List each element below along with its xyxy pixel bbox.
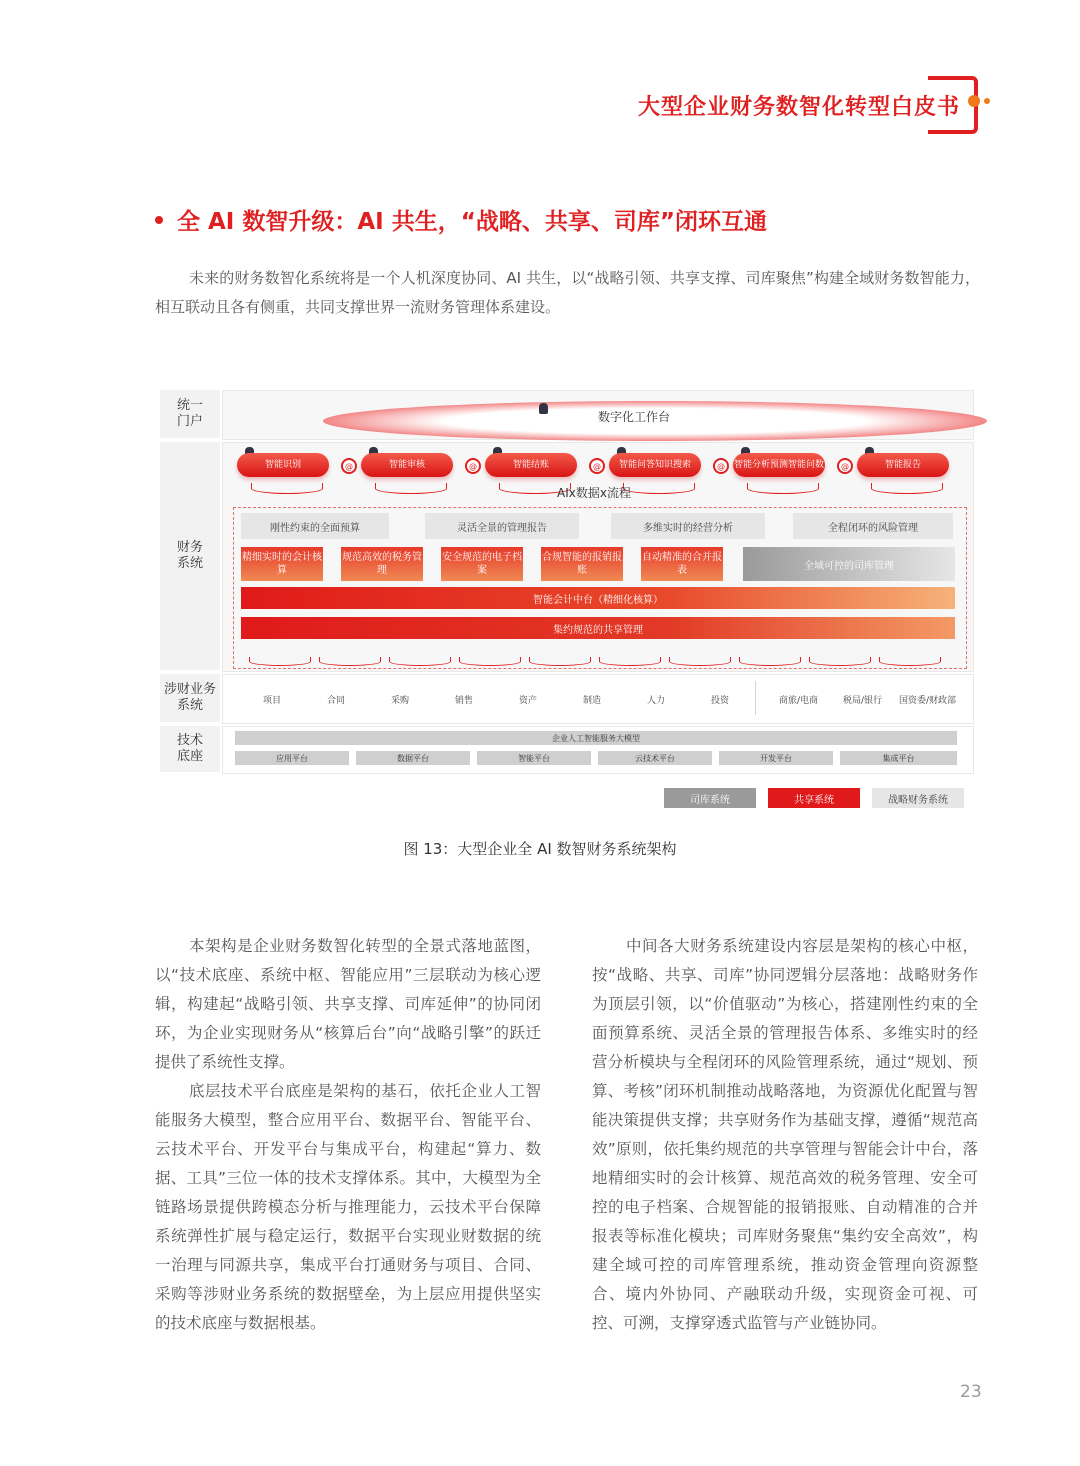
strategy-module: 刚性约束的全面预算 [241,513,389,539]
divider [755,681,756,715]
ai-model-bar: 企业人工智能服务大模型 [235,731,957,745]
tech-platform: 集成平台 [840,751,957,765]
at-icon: @ [837,458,853,474]
robot-icon [539,403,548,414]
agent-pill: 智能审核 [361,453,453,477]
page-number: 23 [960,1382,982,1402]
connector-arc [739,657,801,666]
connector-arc [879,657,941,666]
at-icon: @ [465,458,481,474]
middle-platform-bar: 智能会计中台（精细化核算） [241,587,955,609]
agent-pill: 智能问答知识搜索 [609,453,701,477]
figure-caption: 图 13：大型企业全 AI 数智财务系统架构 [403,840,677,858]
strategy-module: 多维实时的经营分析 [611,513,765,539]
row-label-portal: 统一门户 [160,390,220,438]
legend-shared: 共享系统 [768,788,860,808]
legend-strategy: 战略财务系统 [872,788,964,808]
right-column [592,932,978,1338]
agent-pill: 智能识别 [237,453,329,477]
business-item: 资产 [519,696,538,706]
portal-panel [222,390,974,440]
orange-dot-decoration [968,95,980,107]
shared-module: 安全规范的电子档案 [441,547,523,581]
tech-platform: 智能平台 [477,751,591,765]
connector-arc [871,483,943,494]
business-item: 销售 [455,696,474,706]
connector-arc [809,657,871,666]
row-label-business: 涉财业务系统 [160,674,220,722]
business-panel [222,674,974,724]
architecture-diagram [160,388,974,806]
paragraph: 本架构是企业财务数智化转型的全景式落地蓝图，以“技术底座、系统中枢、智能应用”三层联动为核心逻辑，构建起“战略引领、共享支撑、司库延伸”的协同闭环，为企业实现财务从“核算后台”向“战略引擎”的跃迁提供了系统性支撑。 [155,937,541,1071]
business-item: 合同 [327,696,346,706]
business-item: 人力 [647,696,666,706]
row-label-tech: 技术底座 [160,726,220,772]
strategy-module: 灵活全景的管理报告 [425,513,579,539]
paragraph: 底层技术平台底座是架构的基石，依托企业人工智能服务大模型，整合应用平台、数据平台、智能平台、云技术平台、开发平台与集成平台，构建起“算力、数据、工具”三位一体的技术支撑体系。其中，大模型为全链路场景提供跨模态分析与推理能力，云技术平台保障系统弹性扩展与稳定运行，数据平台实现业财数据的统一治理与同源共享，集成平台打通财务与项目、合同、采购等涉财业务系统的数据壁垒，为上层应用提供坚实的技术底座与数据根基。 [155,1082,541,1332]
connector-arc [375,483,447,494]
external-item: 国资委/财政部 [899,696,957,706]
strategy-module: 全程闭环的风险管理 [793,513,953,539]
shared-module: 规范高效的税务管理 [341,547,423,581]
connector-arc [669,657,731,666]
finance-panel [222,442,974,672]
paragraph: 中间各大财务系统建设内容层是架构的核心中枢，按“战略、共享、司库”协同逻辑分层落地：战略财务作为顶层引领，以“价值驱动”为核心，搭建刚性约束的全面预算系统、灵活全景的管理报告体系、多维实时的经营分析模块与全程闭环的风险管理系统，通过“规划、预算、考核”闭环机制推动战略落地，为资源优化配置与智能决策提供支撑；共享财务作为基础支撑，遵循“规范高效”原则，依托集约规范的共享管理与智能会计中台，落地精细实时的会计核算、规范高效的税务管理、安全可控的电子档案、合规智能的报销报账、自动精准的合并报表等标准化模块；司库财务聚焦“集约安全高效”，构建全域可控的司库管理系统，推动资金管理向资源整合、境内外协同、产融联动升级，实现资金可视、可控、可溯，支撑穿透式监管与产业链协同。 [592,937,978,1332]
portal-label: 数字化工作台 [598,410,671,424]
agent-pill: 智能分析预测智能问数 [733,453,825,477]
business-item: 采购 [391,696,410,706]
connector-arc [599,657,661,666]
business-item: 制造 [583,696,602,706]
orange-dot-decoration [984,98,990,104]
at-icon: @ [341,458,357,474]
section-heading [155,203,767,236]
document-title: 大型企业财务数智化转型白皮书 [637,95,960,120]
left-column [155,932,541,1338]
connector-arc [319,657,381,666]
connector-arc [249,657,311,666]
connector-arc [389,657,451,666]
shared-module: 精细实时的会计核算 [241,547,323,581]
legend-treasury: 司库系统 [664,788,756,808]
at-icon: @ [589,458,605,474]
shared-module: 自动精准的合并报表 [641,547,723,581]
agent-pill: 智能报告 [857,453,949,477]
section-heading-text: 全 AI 数智升级：AI 共生，“战略、共享、司库”闭环互通 [177,209,767,235]
connector-arc [459,657,521,666]
at-icon: @ [713,458,729,474]
business-item: 投资 [711,696,730,706]
external-item: 税局/银行 [843,696,883,706]
shared-module: 合规智能的报销报账 [541,547,623,581]
external-item: 商旅/电商 [779,696,819,706]
connector-arc [529,657,591,666]
bullet-icon [155,216,163,224]
connector-arc [747,483,819,494]
flow-label: AIx数据x流程 [557,486,631,500]
shared-management-bar: 集约规范的共享管理 [241,617,955,639]
connector-arc [251,483,323,494]
agent-pill: 智能结账 [485,453,577,477]
business-item: 项目 [263,696,282,706]
treasury-module: 全域可控的司库管理 [743,547,955,581]
tech-platform: 应用平台 [235,751,349,765]
tech-platform: 云技术平台 [598,751,712,765]
row-label-finance: 财务系统 [160,442,220,670]
intro-paragraph: 未来的财务数智化系统将是一个人机深度协同、AI 共生，以“战略引领、共享支撑、司库聚焦”构建全域财务数智能力，相互联动且各有侧重，共同支撑世界一流财务管理体系建设。 [155,269,980,316]
tech-platform: 开发平台 [719,751,833,765]
connector-arc [623,483,695,494]
tech-platform: 数据平台 [356,751,470,765]
tech-panel [222,726,974,774]
